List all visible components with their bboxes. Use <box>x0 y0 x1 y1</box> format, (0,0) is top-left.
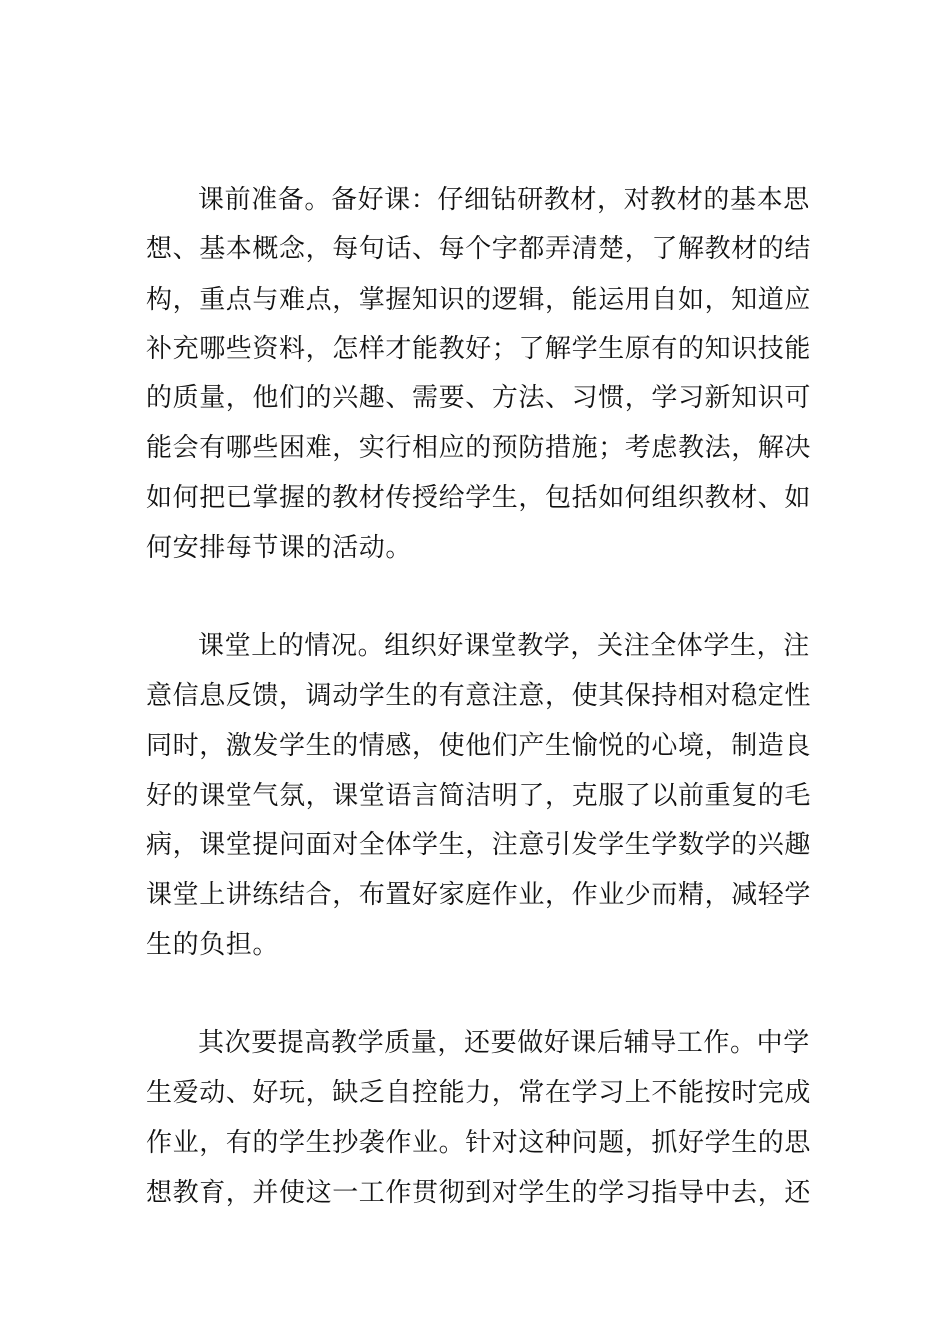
paragraph-line: 课堂上的情况。组织好课堂教学，关注全体学生，注 <box>198 631 810 661</box>
paragraph-line: 课前准备。备好课：仔细钻研教材，对教材的基本思 <box>198 185 810 215</box>
paragraph-line: 想、基本概念，每句话、每个字都弄清楚，了解教材的结 <box>146 234 812 264</box>
paragraph-line: 课堂上讲练结合，布置好家庭作业，作业少而精，减轻学 <box>146 880 812 910</box>
paragraph-line: 构，重点与难点，掌握知识的逻辑，能运用自如，知道应 <box>146 285 812 315</box>
paragraph-line: 补充哪些资料，怎样才能教好；了解学生原有的知识技能 <box>146 334 812 364</box>
paragraph-line: 作业，有的学生抄袭作业。针对这种问题，抓好学生的思 <box>146 1128 812 1158</box>
paragraph-line: 同时，激发学生的情感，使他们产生愉悦的心境，制造良 <box>146 731 812 761</box>
paragraph-line: 其次要提高教学质量，还要做好课后辅导工作。中学 <box>198 1028 810 1058</box>
paragraph-line: 生爱动、好玩，缺乏自控能力，常在学习上不能按时完成 <box>146 1078 812 1108</box>
paragraph-line: 想教育，并使这一工作贯彻到对学生的学习指导中去，还 <box>146 1178 812 1208</box>
paragraph-line: 何安排每节课的活动。 <box>146 533 413 563</box>
paragraph-line: 生的负担。 <box>146 930 280 960</box>
paragraph-line: 病，课堂提问面对全体学生，注意引发学生学数学的兴趣 <box>146 830 812 860</box>
paragraph-line: 能会有哪些困难，实行相应的预防措施；考虑教法，解决 <box>146 433 812 463</box>
paragraph-line: 如何把已掌握的教材传授给学生，包括如何组织教材、如 <box>146 483 812 513</box>
paragraph-line: 好的课堂气氛，课堂语言简洁明了，克服了以前重复的毛 <box>146 781 812 811</box>
paragraph-line: 意信息反馈，调动学生的有意注意，使其保持相对稳定性 <box>146 681 812 711</box>
paragraph-line: 的质量，他们的兴趣、需要、方法、习惯，学习新知识可 <box>146 383 812 413</box>
